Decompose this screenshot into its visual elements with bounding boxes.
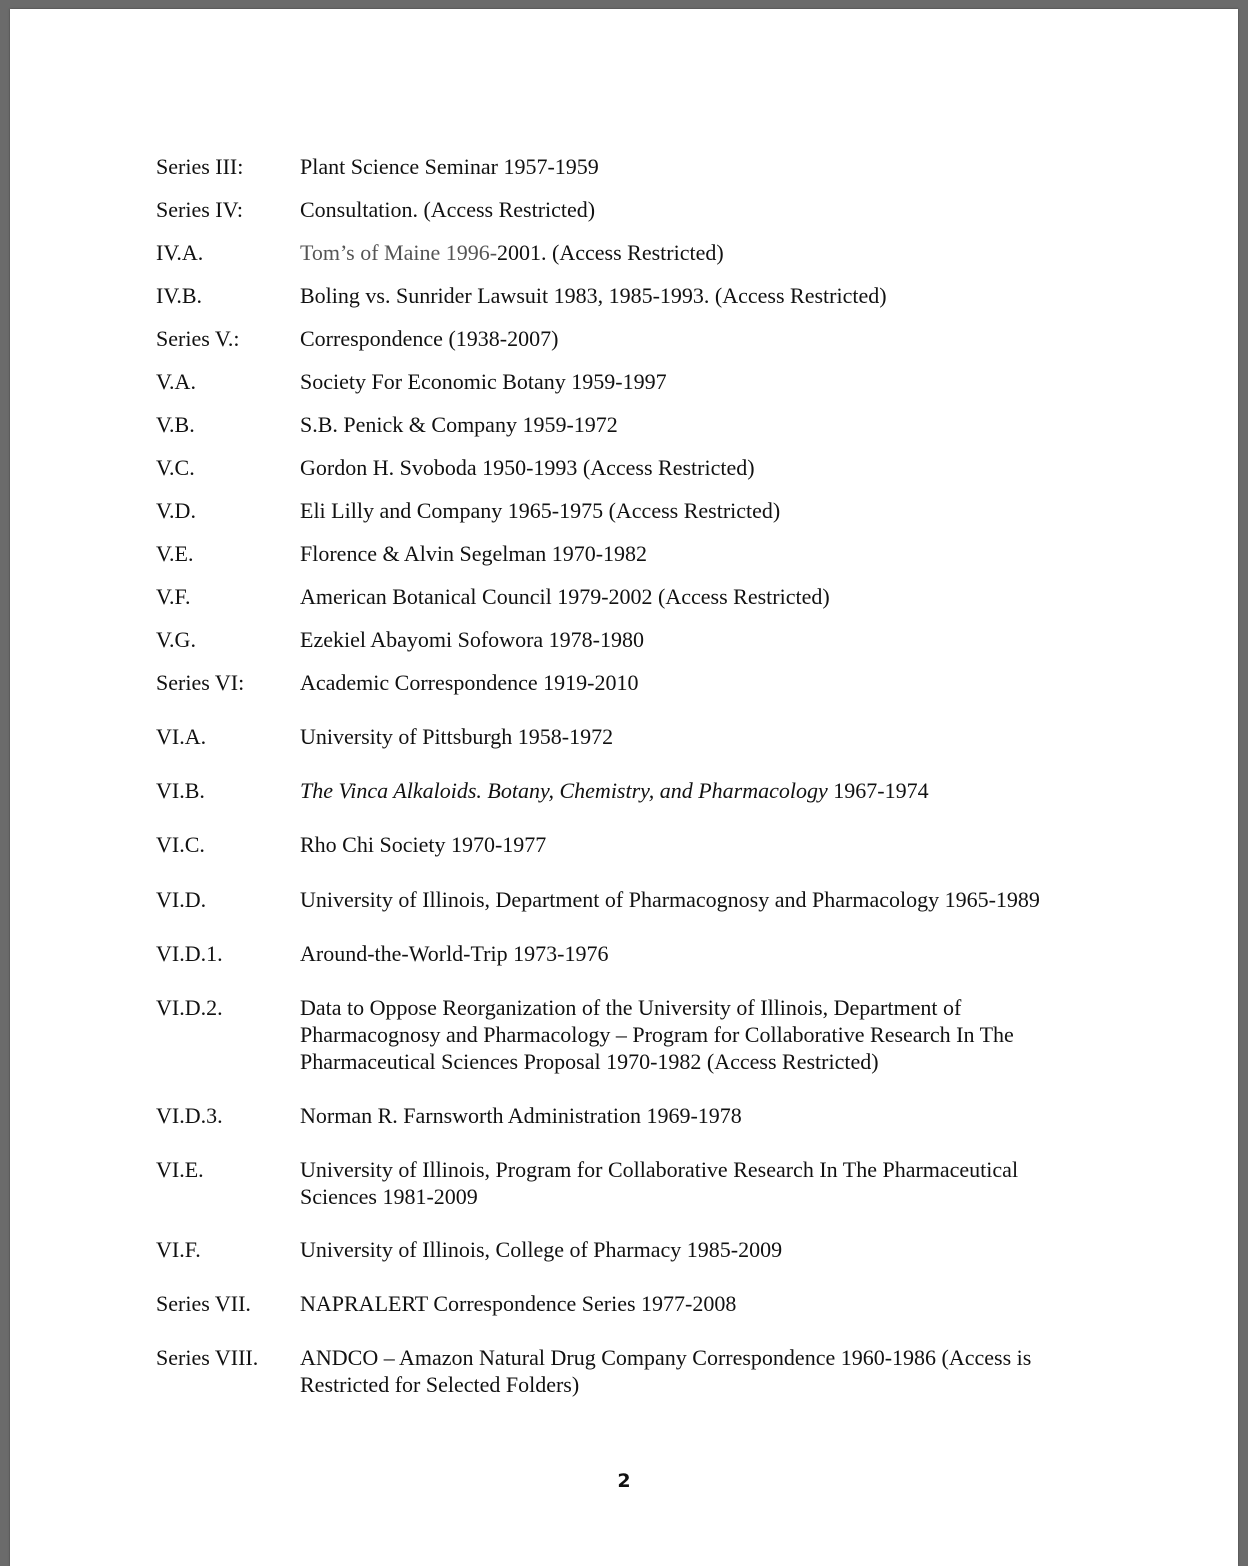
entry-text: Boling vs. Sunrider Lawsuit 1983, 1985-1993. (Access Restricted): [300, 283, 887, 308]
entry-text: University of Illinois, Program for Collaborative Research In The Pharmaceutical Sciences 1981-2009: [300, 1157, 1019, 1209]
entry-code: V.B.: [156, 412, 195, 437]
entry-text: Eli Lilly and Company 1965-1975 (Access Restricted): [300, 498, 781, 523]
entry-code: VI.E.: [156, 1157, 204, 1182]
entry-text: Around-the-World-Trip 1973-1976: [300, 941, 609, 966]
entry-text-grey: Tom’s of Maine 1996-: [300, 240, 498, 265]
entry-text: Academic Correspondence 1919-2010: [300, 670, 639, 695]
entry-code: IV.A.: [156, 240, 204, 265]
entry-code: VI.F.: [156, 1237, 201, 1262]
entry-code: Series IV:: [156, 197, 243, 222]
entry-code: V.F.: [156, 584, 191, 609]
entry-code: IV.B.: [156, 283, 203, 308]
document-page: [10, 9, 1238, 1566]
entry-code: V.G.: [156, 627, 196, 652]
entry-text: University of Pittsburgh 1958-1972: [300, 724, 614, 749]
entry-text-rest: 1967-1974: [827, 778, 929, 803]
entry-text: American Botanical Council 1979-2002 (Access Restricted): [300, 584, 830, 609]
entry-code: V.E.: [156, 541, 194, 566]
entry-text: [300, 777, 1100, 804]
entry-text: Gordon H. Svoboda 1950-1993 (Access Restricted): [300, 455, 755, 480]
entry-text: Rho Chi Society 1970-1977: [300, 832, 547, 857]
entry-code: V.D.: [156, 498, 196, 523]
entry-text: S.B. Penick & Company 1959-1972: [300, 412, 618, 437]
page-number: 2: [617, 1470, 631, 1492]
entry-code: VI.D.2.: [156, 995, 223, 1020]
entry-text: Ezekiel Abayomi Sofowora 1978-1980: [300, 627, 644, 652]
entry-code: VI.C.: [156, 832, 205, 857]
entry-text: Correspondence (1938-2007): [300, 326, 559, 351]
entry-code: VI.D.: [156, 887, 207, 912]
entry-text-rest: 2001. (Access Restricted): [497, 240, 724, 265]
entry-code: Series V.:: [156, 326, 240, 351]
entry-code: V.C.: [156, 455, 195, 480]
entry-text: Norman R. Farnsworth Administration 1969-1978: [300, 1103, 742, 1128]
entry-text: Consultation. (Access Restricted): [300, 197, 596, 222]
book-title: The Vinca Alkaloids. Botany, Chemistry, and Pharmacology: [300, 778, 828, 803]
entry-text: Plant Science Seminar 1957-1959: [300, 154, 599, 179]
entry-text: University of Illinois, Department of Pharmacognosy and Pharmacology 1965-1989: [300, 887, 1040, 912]
entry-code: VI.D.1.: [156, 941, 223, 966]
entry-text: University of Illinois, College of Pharmacy 1985-2009: [300, 1237, 783, 1262]
entry-text: Data to Oppose Reorganization of the University of Illinois, Department of Pharmacognosy and Pharmacology – Program for Collaborative Research In The Pharmaceutical Sciences Proposal 1970-1982 (Access Restricted): [300, 995, 1014, 1074]
entry-code: Series III:: [156, 154, 244, 179]
entry-text: [300, 239, 1100, 266]
entry-text: NAPRALERT Correspondence Series 1977-2008: [300, 1291, 737, 1316]
entry-text: Society For Economic Botany 1959-1997: [300, 369, 667, 394]
entry-text: Florence & Alvin Segelman 1970-1982: [300, 541, 648, 566]
entry-text: ANDCO – Amazon Natural Drug Company Correspondence 1960-1986 (Access is Restricted for Selected Folders): [300, 1345, 1032, 1397]
entry-code: V.A.: [156, 369, 196, 394]
entry-code: Series VII.: [156, 1291, 251, 1316]
entry-code: Series VIII.: [156, 1345, 259, 1370]
entry-code: VI.A.: [156, 724, 207, 749]
entry-code: Series VI:: [156, 670, 245, 695]
entry-code: VI.D.3.: [156, 1103, 223, 1128]
entry-code: VI.B.: [156, 778, 205, 803]
